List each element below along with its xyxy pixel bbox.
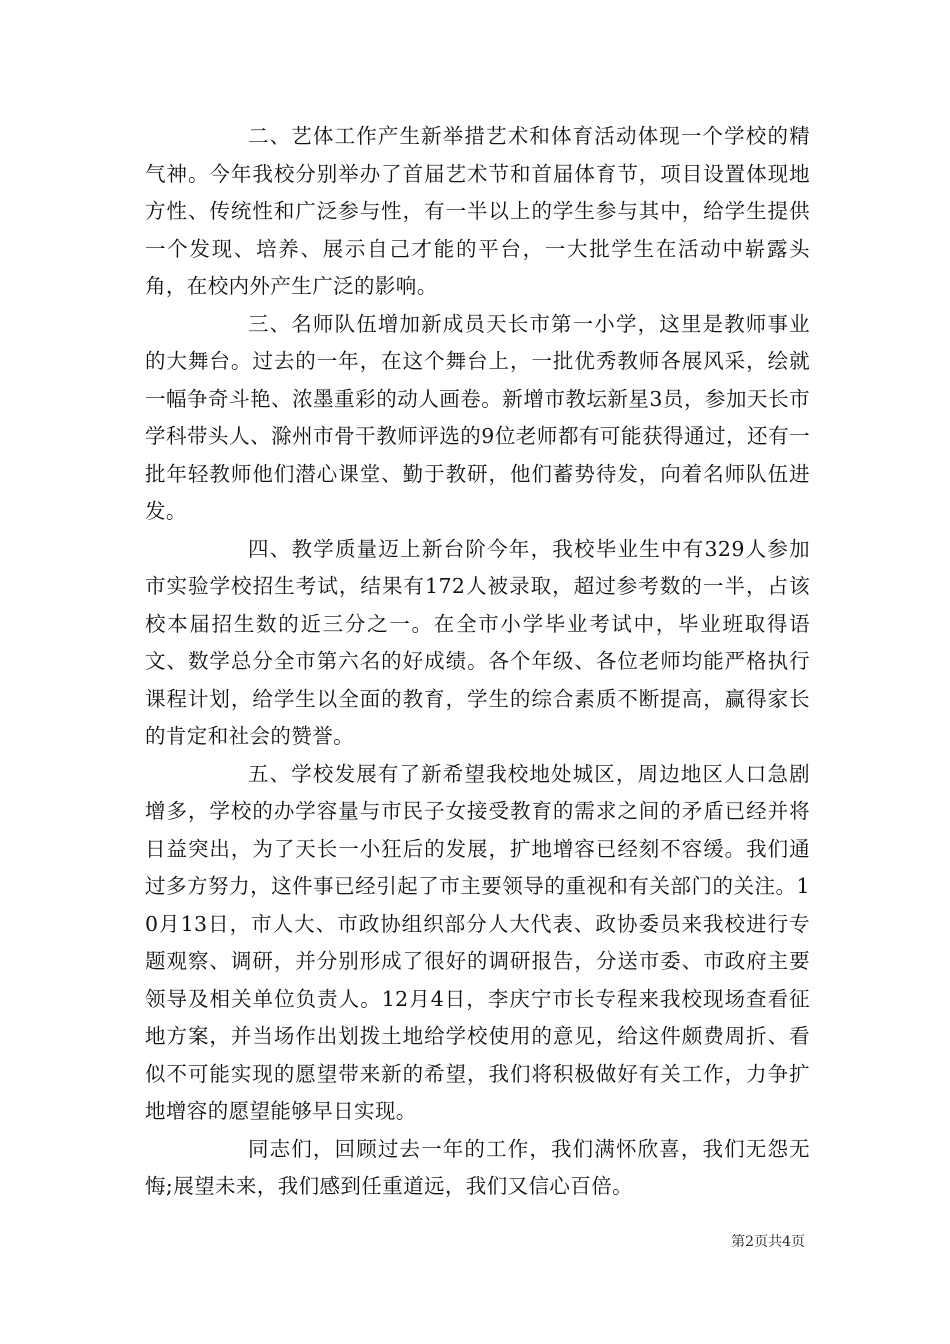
paragraph-closing: 同志们，回顾过去一年的工作，我们满怀欣喜，我们无怨无悔;展望未来，我们感到任重道远，我们又信心百倍。: [145, 1136, 810, 1198]
paragraph-teaching-quality: 四、教学质量迈上新台阶今年，我校毕业生中有329人参加市实验学校招生考试，结果有172人被录取，超过参考数的一半，占该校本届招生数的近三分之一。在全市小学毕业考试中，毕业班取得语文、数学总分全市第六名的好成绩。各个年级、各位老师均能严格执行课程计划，给学生以全面的教育，学生的综合素质不断提高，赢得家长的肯定和社会的赞誉。: [145, 536, 810, 748]
paragraph-arts-sports: 二、艺体工作产生新举措艺术和体育活动体现一个学校的精气神。今年我校分别举办了首届艺术节和首届体育节，项目设置体现地方性、传统性和广泛参与性，有一半以上的学生参与其中，给学生提供一个发现、培养、展示自己才能的平台，一大批学生在活动中崭露头角，在校内外产生广泛的影响。: [145, 124, 810, 298]
paragraph-teacher-team: 三、名师队伍增加新成员天长市第一小学，这里是教师事业的大舞台。过去的一年，在这个舞台上，一批优秀教师各展风采，绘就一幅争奇斗艳、浓墨重彩的动人画卷。新增市教坛新星3员，参加天长市学科带头人、滁州市骨干教师评选的9位老师都有可能获得通过，还有一批年轻教师他们潜心课堂、勤于教研，他们蓄势待发，向着名师队伍进发。: [145, 311, 810, 523]
paragraph-school-development: 五、学校发展有了新希望我校地处城区，周边地区人口急剧增多，学校的办学容量与市民子女接受教育的需求之间的矛盾已经并将日益突出，为了天长一小狂后的发展，扩地增容已经刻不容缓。我们通过多方努力，这件事已经引起了市主要领导的重视和有关部门的关注。10月13日，市人大、市政协组织部分人大代表、政协委员来我校进行专题观察、调研，并分别形成了很好的调研报告，分送市委、市政府主要领导及相关单位负责人。12月4日，李庆宁市长专程来我校现场查看征地方案，并当场作出划拨土地给学校使用的意见，给这件颇费周折、看似不可能实现的愿望带来新的希望，我们将积极做好有关工作，力争扩地增容的愿望能够早日实现。: [145, 761, 810, 1123]
page-number-footer: 第2页共4页: [731, 1234, 805, 1250]
document-body: [145, 118, 810, 1206]
